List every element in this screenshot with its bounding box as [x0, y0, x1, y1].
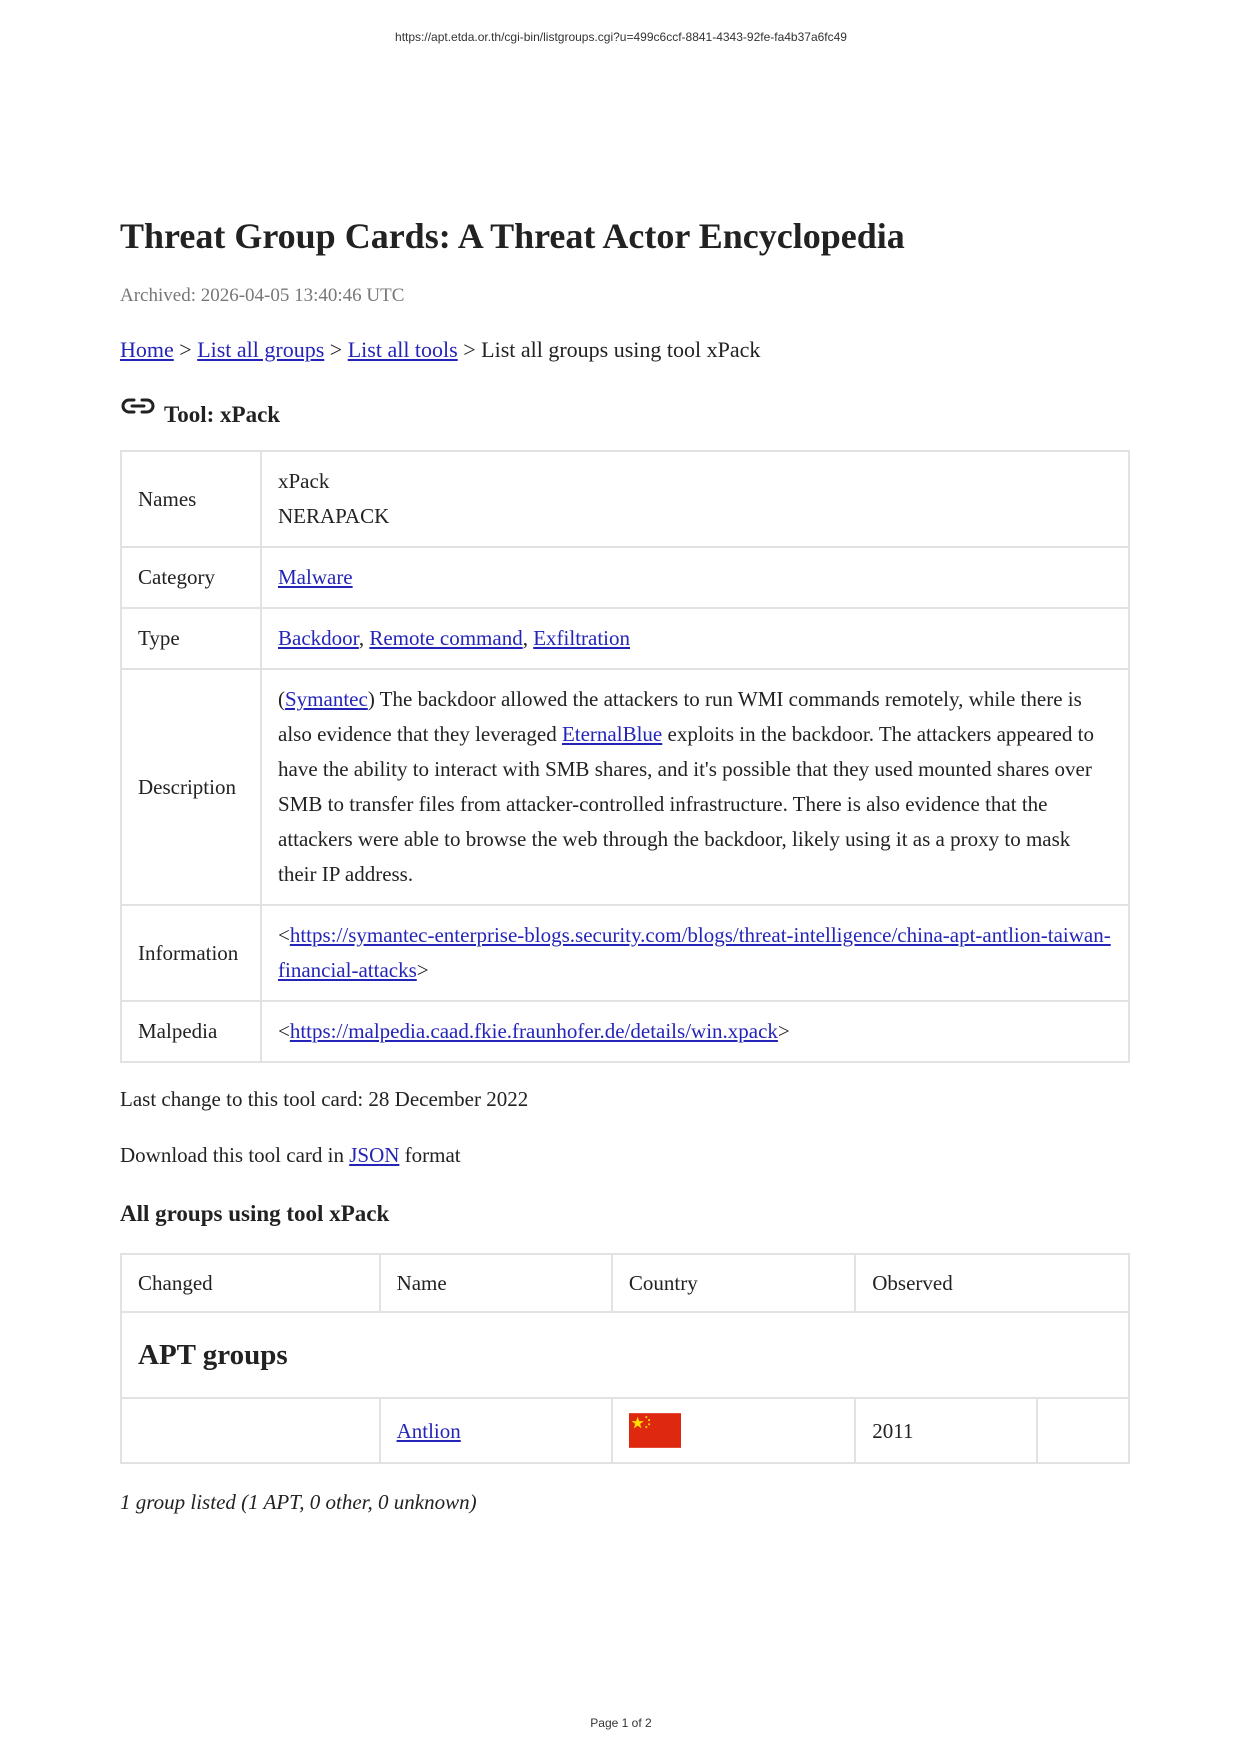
names-label: Names [121, 451, 261, 547]
description-text: exploits in the backdoor. The attackers appeared to have the ability to interact with SMB shares, and it's possible that they used mounted shares over SMB to transfer files from attacker-controlled infrastructure. There is also evidence that the attackers were able to browse the web through the backdoor, likely using it as a proxy to mask their IP address. [278, 722, 1094, 886]
breadcrumb-separator: > [179, 337, 192, 362]
changed-cell [121, 1398, 380, 1463]
type-separator: , [522, 626, 534, 650]
information-value [261, 905, 1129, 1001]
type-value [261, 608, 1129, 669]
table-row [121, 451, 1129, 547]
type-link[interactable]: Remote command [369, 626, 523, 650]
table-row [121, 669, 1129, 905]
table-row [121, 1398, 1129, 1463]
breadcrumb-separator: > [329, 337, 343, 362]
description-paren: ( [278, 687, 285, 711]
breadcrumb-list-groups-link[interactable]: List all groups [197, 337, 325, 362]
column-header-observed[interactable]: Observed [855, 1254, 1129, 1312]
observed-cell: 2011 [855, 1398, 1037, 1463]
eternalblue-link[interactable]: EternalBlue [561, 722, 663, 746]
breadcrumb [120, 336, 1130, 364]
table-row [121, 905, 1129, 1001]
category-label: Category [121, 547, 261, 608]
type-separator: , [358, 626, 370, 650]
source-link[interactable]: Symantec [285, 687, 368, 711]
tool-title: Tool: xPack [164, 402, 281, 427]
malpedia-link[interactable]: https://malpedia.caad.fkie.fraunhofer.de/details/win.xpack [289, 1019, 778, 1043]
description-label: Description [121, 669, 261, 905]
main-content [120, 212, 1130, 1516]
column-header-name[interactable]: Name [380, 1254, 612, 1312]
groups-summary: 1 group listed (1 APT, 0 other, 0 unknown) [120, 1490, 477, 1514]
link-icon [120, 394, 156, 418]
last-change: Last change to this tool card: 28 December 2022 [120, 1087, 529, 1111]
json-download-link[interactable]: JSON [349, 1143, 400, 1167]
table-row [121, 1001, 1129, 1062]
column-header-country[interactable]: Country [612, 1254, 855, 1312]
header-url: https://apt.etda.or.th/cgi-bin/listgroups.cgi?u=499c6ccf-8841-4343-92fe-fa4b37a6fc49 [395, 30, 847, 44]
bracket-open: < [278, 1019, 290, 1043]
tool-heading [120, 400, 1130, 430]
information-label: Information [121, 905, 261, 1001]
breadcrumb-list-tools-link[interactable]: List all tools [347, 337, 458, 362]
type-link[interactable]: Backdoor [278, 626, 359, 650]
description-value [261, 669, 1129, 905]
page-number: Page 1 of 2 [590, 1716, 652, 1730]
description-text: ) The backdoor allowed the attackers to run WMI commands remotely, while there is also evidence that they leveraged [278, 687, 1082, 746]
groups-heading: All groups using tool xPack [120, 1201, 390, 1226]
bracket-close: > [416, 958, 429, 982]
groups-table [120, 1253, 1130, 1464]
malpedia-label: Malpedia [121, 1001, 261, 1062]
breadcrumb-current: List all groups using tool xPack [481, 337, 761, 362]
name-item: NERAPACK [278, 504, 390, 528]
bracket-open: < [278, 923, 290, 947]
information-link[interactable]: https://symantec-enterprise-blogs.security.com/blogs/threat-intelligence/china-apt-antlion-taiwan-financial-attacks [278, 923, 1111, 982]
country-cell [612, 1398, 855, 1463]
type-link[interactable]: Exfiltration [533, 626, 631, 650]
download-line [120, 1141, 1130, 1169]
name-cell [380, 1398, 612, 1463]
group-link-antlion[interactable]: Antlion [396, 1418, 461, 1443]
table-row [121, 608, 1129, 669]
category-value [261, 547, 1129, 608]
table-row [121, 547, 1129, 608]
china-flag-icon [629, 1413, 681, 1448]
name-item: xPack [278, 469, 330, 493]
breadcrumb-home-link[interactable]: Home [120, 337, 174, 362]
page-title: Threat Group Cards: A Threat Actor Encyclopedia [120, 216, 905, 256]
category-link[interactable]: Malware [278, 565, 353, 589]
malpedia-value [261, 1001, 1129, 1062]
column-header-changed[interactable]: Changed [121, 1254, 380, 1312]
tool-info-table [120, 450, 1130, 1063]
download-prefix: Download this tool card in [120, 1143, 350, 1167]
download-suffix: format [399, 1143, 461, 1167]
breadcrumb-separator: > [463, 337, 476, 362]
section-title-apt-groups: APT groups [121, 1312, 1129, 1398]
type-label: Type [121, 608, 261, 669]
table-header-row [121, 1254, 1129, 1312]
extra-cell [1037, 1398, 1129, 1463]
archived-timestamp: Archived: 2026-04-05 13:40:46 UTC [120, 285, 405, 306]
bracket-close: > [777, 1019, 790, 1043]
names-value [261, 451, 1129, 547]
section-row [121, 1312, 1129, 1398]
